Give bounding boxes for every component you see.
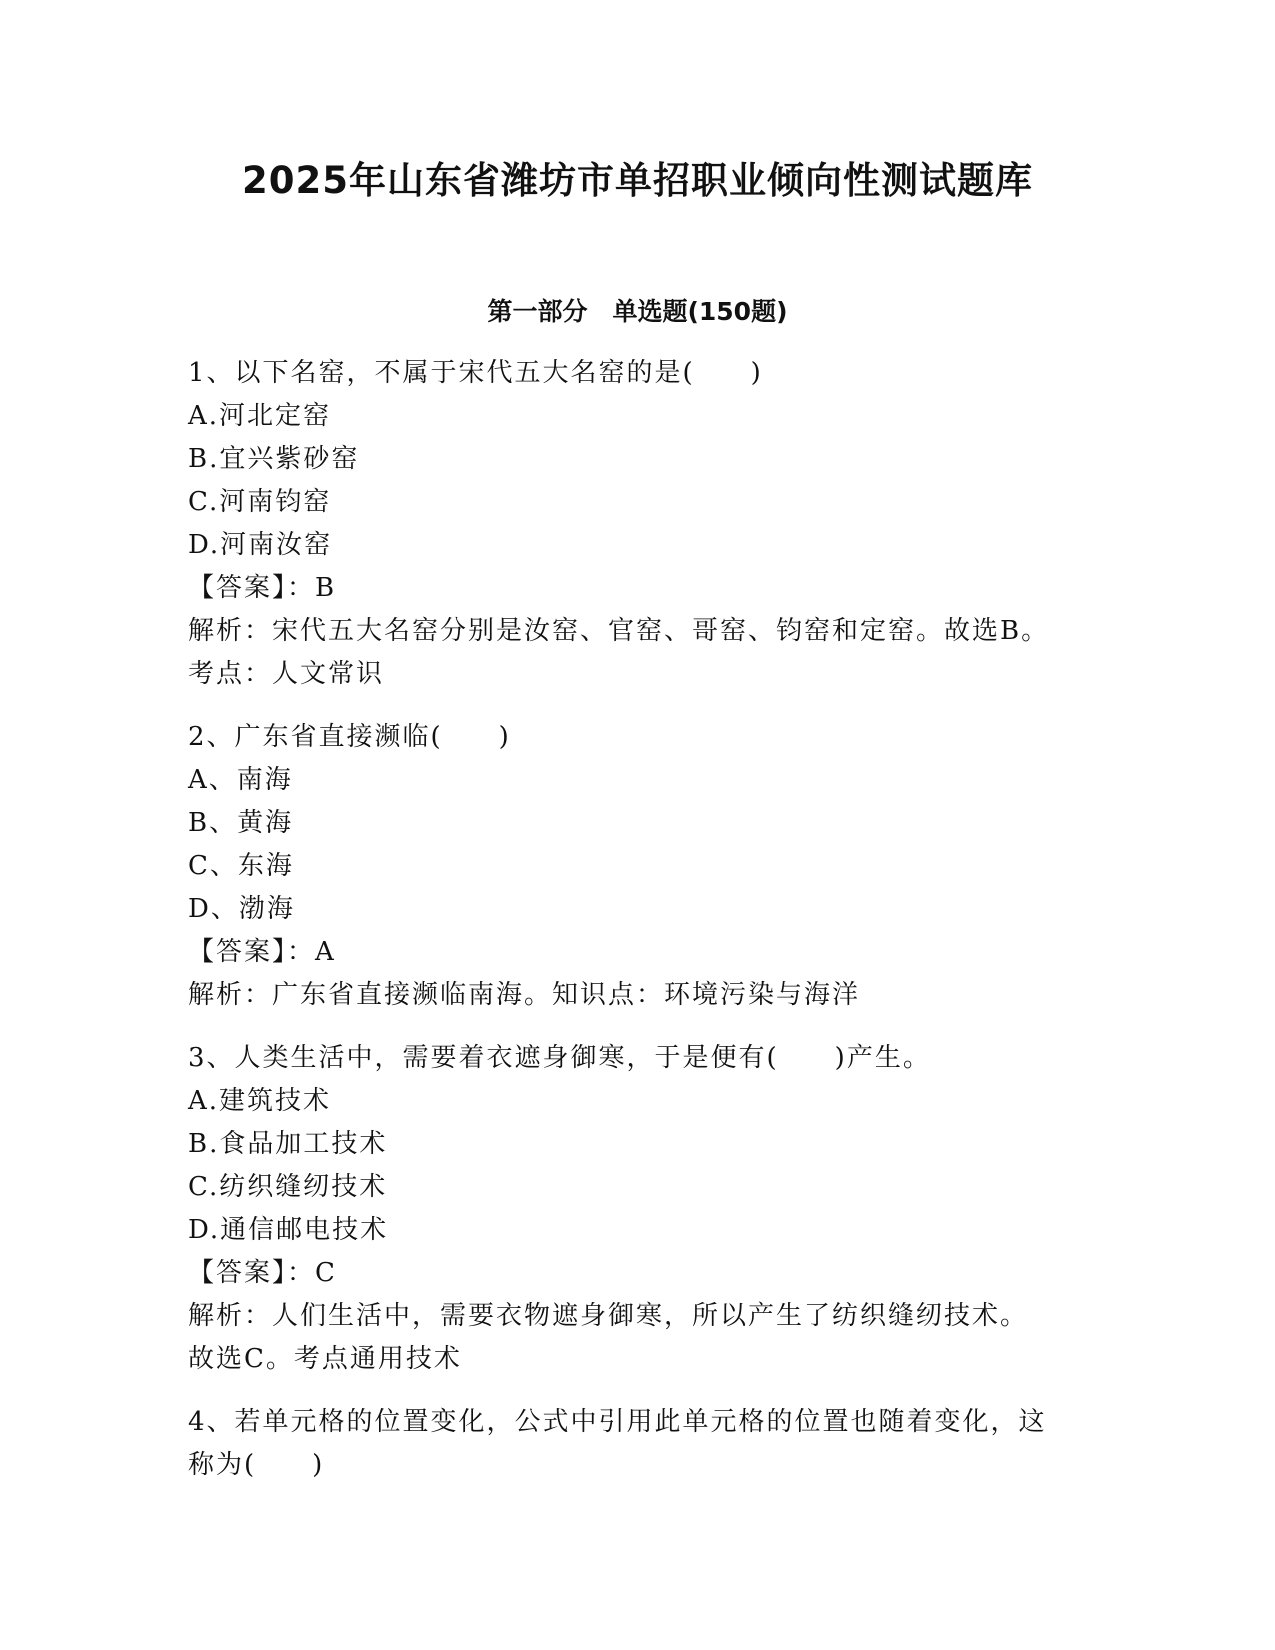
option-c: C.河南钧窑 <box>188 487 332 517</box>
knowledge-point: 考点：人文常识 <box>188 659 385 689</box>
question-stem: 2、广东省直接濒临( ) <box>188 722 511 752</box>
option-a: A、南海 <box>188 765 293 795</box>
question-1 <box>188 352 1088 696</box>
question-3 <box>188 1037 1088 1381</box>
option-b: B.宜兴紫砂窑 <box>188 444 360 474</box>
option-d: D.通信邮电技术 <box>188 1215 389 1245</box>
option-c: C.纺织缝纫技术 <box>188 1172 388 1202</box>
option-b: B.食品加工技术 <box>188 1129 388 1159</box>
question-stem: 1、以下名窑，不属于宋代五大名窑的是( ) <box>188 358 763 388</box>
explanation-continued: 故选C。考点通用技术 <box>188 1344 462 1374</box>
option-b: B、黄海 <box>188 808 294 838</box>
question-2 <box>188 716 1088 1017</box>
explanation: 解析：广东省直接濒临南海。知识点：环境污染与海洋 <box>188 980 861 1010</box>
answer: 【答案】：A <box>188 937 336 967</box>
answer: 【答案】：C <box>188 1258 337 1288</box>
explanation: 解析：宋代五大名窑分别是汝窑、官窑、哥窑、钧窑和定窑。故选B。 <box>188 616 1050 646</box>
document-title: 2025年山东省潍坊市单招职业倾向性测试题库 <box>242 159 1033 202</box>
option-d: D、渤海 <box>188 894 295 924</box>
answer: 【答案】：B <box>188 573 337 603</box>
section-title: 第一部分 单选题(150题) <box>487 297 788 326</box>
question-list <box>188 352 1088 1507</box>
question-4 <box>188 1401 1088 1487</box>
option-a: A.河北定窑 <box>188 401 332 431</box>
question-stem: 4、若单元格的位置变化，公式中引用此单元格的位置也随着变化，这 <box>188 1407 1047 1437</box>
option-c: C、东海 <box>188 851 294 881</box>
option-d: D.河南汝窑 <box>188 530 333 560</box>
question-stem-continued: 称为( ) <box>188 1450 325 1480</box>
explanation: 解析：人们生活中，需要衣物遮身御寒，所以产生了纺织缝纫技术。 <box>188 1301 1029 1331</box>
option-a: A.建筑技术 <box>188 1086 332 1116</box>
question-stem: 3、人类生活中，需要着衣遮身御寒，于是便有( )产生。 <box>188 1043 931 1073</box>
